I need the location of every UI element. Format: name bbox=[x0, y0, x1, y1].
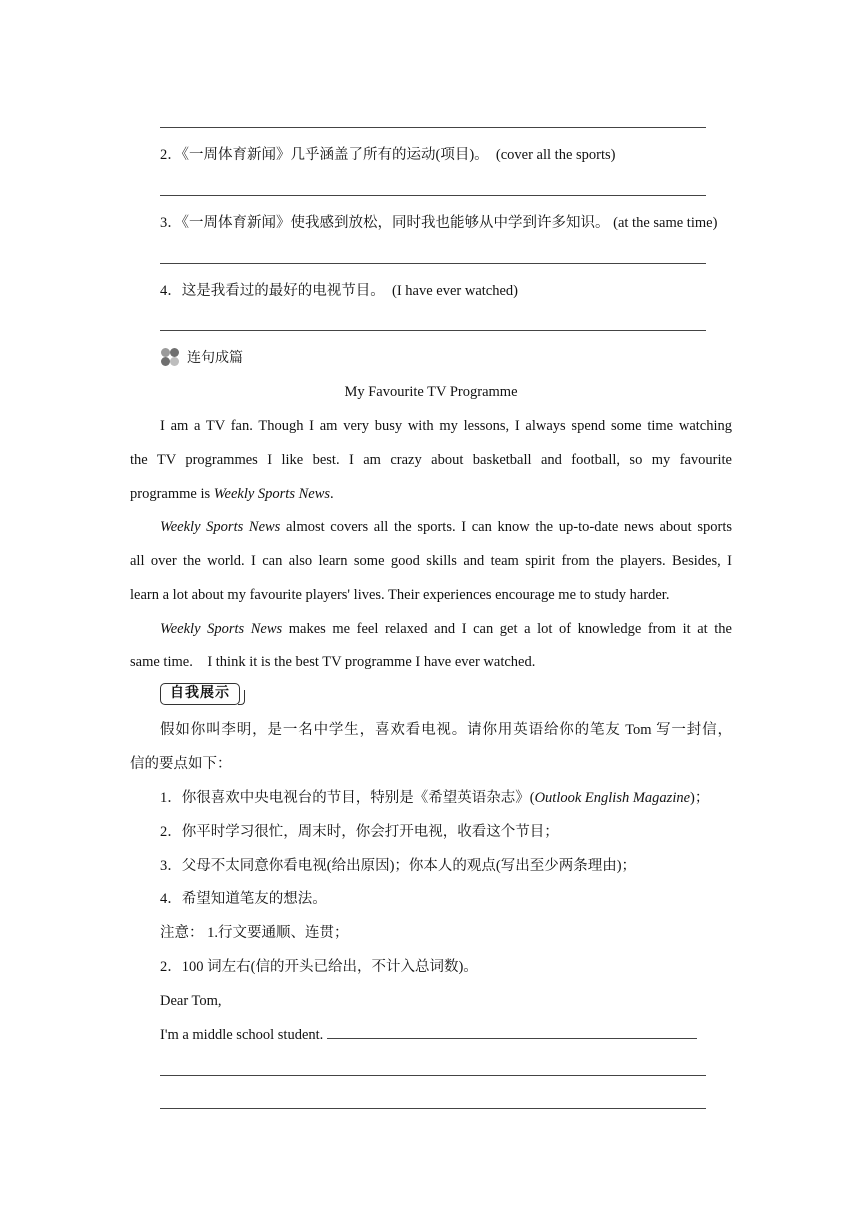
letter-opening: I'm a middle school student. bbox=[160, 1025, 697, 1045]
essay-title: My Favourite TV Programme bbox=[344, 384, 518, 400]
letter-greeting: Dear Tom, bbox=[160, 993, 222, 1009]
prompt-line: 信的要点如下： bbox=[130, 756, 232, 772]
item-hint: (I have ever watched) bbox=[392, 283, 518, 299]
programme-name: Weekly Sports News bbox=[160, 519, 281, 535]
essay-line: the TV programmes I like best. I am crazy about basketball and football, so my favourite bbox=[130, 452, 732, 468]
writing-line[interactable] bbox=[160, 1108, 706, 1109]
item-hint: (cover all the sports) bbox=[495, 147, 616, 163]
translation-item-4 bbox=[160, 281, 518, 301]
answer-line-1[interactable] bbox=[160, 127, 706, 128]
writing-blank[interactable] bbox=[327, 1026, 697, 1039]
essay-line: I am a TV fan. Though I am very busy with my lessons, I always spend some time watching bbox=[160, 418, 732, 434]
section-badge-zwzs: 自我展示 bbox=[160, 683, 240, 705]
prompt-note-1: 注意： 1.行文要通顺、连贯； bbox=[160, 925, 349, 941]
prompt-item-3: 3．父母不太同意你看电视(给出原因)；你本人的观点(写出至少两条理由)； bbox=[160, 858, 637, 874]
clover-icon bbox=[160, 347, 180, 367]
answer-line-4[interactable] bbox=[160, 330, 706, 331]
section-title-lianju: 连句成篇 bbox=[187, 350, 243, 366]
essay-line: programme is Weekly Sports News. bbox=[130, 486, 334, 502]
essay-line: same time. I think it is the best TV programme I have ever watched. bbox=[130, 654, 536, 670]
item-number: 4． bbox=[160, 283, 182, 299]
programme-name: Weekly Sports News bbox=[213, 486, 331, 502]
answer-line-3[interactable] bbox=[160, 263, 706, 264]
essay-line: all over the world. I can also learn some good skills and team spirit from the players. Besides, I bbox=[130, 553, 732, 569]
item-chinese: 《一周体育新闻》使我感到放松，同时我也能够从中学到许多知识。 bbox=[181, 215, 610, 231]
prompt-item-4: 4．希望知道笔友的想法。 bbox=[160, 891, 327, 907]
item-chinese: 《一周体育新闻》几乎涵盖了所有的运动(项目)。 bbox=[181, 147, 489, 163]
translation-item-2 bbox=[160, 145, 616, 165]
item-number: 3． bbox=[160, 215, 182, 231]
answer-line-2[interactable] bbox=[160, 195, 706, 196]
item-chinese: 这是我看过的最好的电视节目。 bbox=[181, 283, 385, 299]
prompt-line: 假如你叫李明，是一名中学生，喜欢看电视。请你用英语给你的笔友 Tom 写一封信， bbox=[160, 722, 732, 738]
essay-line: learn a lot about my favourite players' lives. Their experiences encourage me to study harder. bbox=[130, 587, 670, 603]
essay-line: Weekly Sports News almost covers all the sports. I can know the up-to-date news about sports bbox=[160, 519, 732, 535]
prompt-note-2: 2．100 词左右(信的开头已给出，不计入总词数)。 bbox=[160, 959, 478, 975]
essay-line: Weekly Sports News makes me feel relaxed and I can get a lot of knowledge from it at the bbox=[160, 621, 732, 637]
prompt-item-2: 2．你平时学习很忙，周末时，你会打开电视，收看这个节目； bbox=[160, 824, 559, 840]
translation-item-3 bbox=[160, 213, 717, 233]
prompt-item-1: 1．你很喜欢中央电视台的节目，特别是《希望英语杂志》(Outlook English Magazine)； bbox=[160, 790, 710, 806]
programme-name: Weekly Sports News bbox=[160, 621, 283, 637]
item-number: 2． bbox=[160, 147, 182, 163]
item-hint: (at the same time) bbox=[613, 215, 718, 231]
writing-line[interactable] bbox=[160, 1075, 706, 1076]
